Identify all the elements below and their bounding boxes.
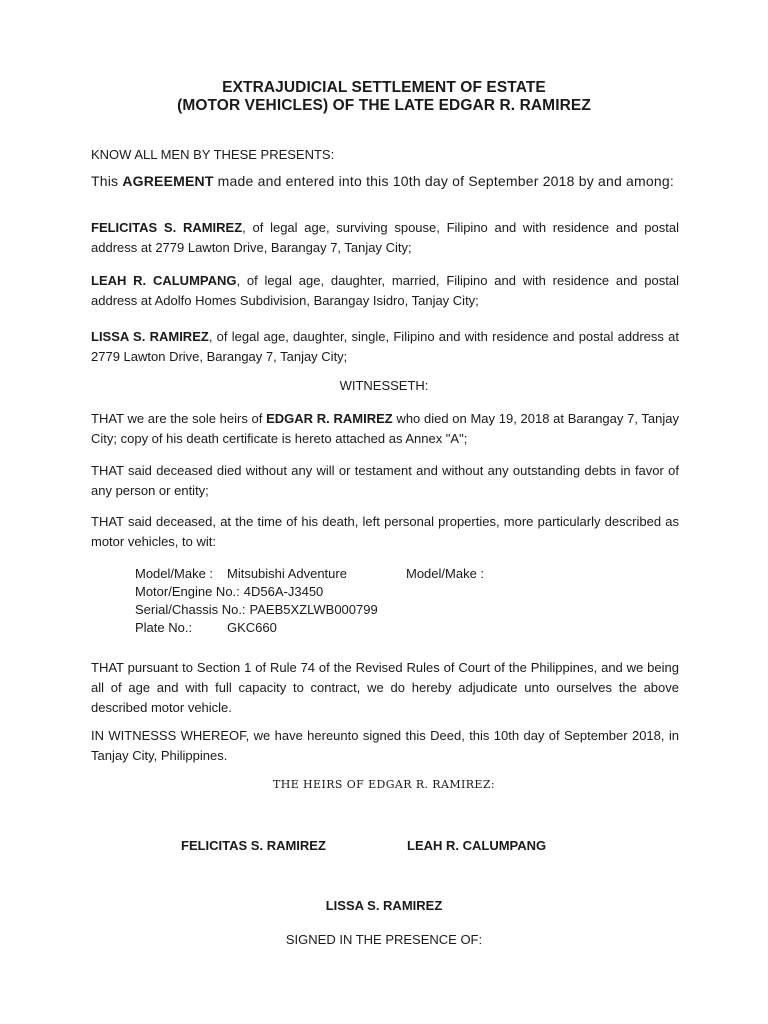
engine-label: Motor/Engine No.: — [135, 584, 240, 599]
party-details: , of legal age, surviving spouse, Filipino and with residence and postal address at 2779 Lawton Drive, Barangay 7, Tanjay City; — [91, 220, 679, 255]
model2-label: Model/Make : — [406, 566, 485, 581]
model-label: Model/Make : — [135, 566, 214, 581]
agreement-rest: made and entered into this 10th day of September 2018 by and among: — [213, 173, 674, 189]
signatory-name: FELICITAS S. RAMIREZ — [181, 838, 326, 853]
vehicle-model-row — [135, 565, 484, 583]
plate-label: Plate No.: — [135, 620, 193, 635]
model-value: Mitsubishi Adventure — [227, 566, 347, 581]
vehicle-engine-row — [135, 583, 484, 601]
document-title-line1: EXTRAJUDICIAL SETTLEMENT OF ESTATE — [222, 79, 546, 96]
agreement-prefix: This — [91, 173, 123, 189]
party-details: , of legal age, daughter, married, Filipino and with residence and postal address at Adolfo Homes Subdivision, Barangay Isidro, Tanjay City; — [91, 273, 680, 308]
intro-text: KNOW ALL MEN BY THESE PRESENTS: — [91, 147, 335, 162]
heirs-clause-rest: who died on May 19, 2018 at Barangay 7, Tanjay City; copy of his death certificate is hereto attached as Annex "A"; — [91, 411, 680, 446]
witness-clause: IN WITNESSS WHEREOF, we have hereunto signed this Deed, this 10th day of September 2018, in Tanjay City, Philippines. — [91, 728, 679, 763]
party-paragraph — [91, 327, 679, 367]
agreement-keyword: AGREEMENT — [122, 173, 214, 189]
vehicle-details — [135, 565, 484, 637]
heirs-clause-prefix: THAT we are the sole heirs of — [91, 411, 267, 426]
pursuant-clause: THAT pursuant to Section 1 of Rule 74 of the Revised Rules of Court of the Philippines, and we being all of age and with full capacity to contract, we do hereby adjudicate unto ourselves the above described motor vehicle. — [91, 660, 679, 715]
heirs-heading: THE HEIRS OF EDGAR R. RAMIREZ: — [272, 778, 495, 791]
no-will-clause: THAT said deceased died without any will or testament and without any outstanding debts in favor of any person or entity; — [91, 463, 679, 498]
plate-value: GKC660 — [227, 620, 277, 635]
serial-label: Serial/Chassis No.: — [135, 602, 246, 617]
vehicle-plate-row — [135, 619, 484, 637]
engine-value: 4D56A-J3450 — [243, 584, 324, 599]
serial-value: PAEB5XZLWB000799 — [249, 602, 378, 617]
properties-clause: THAT said deceased, at the time of his death, left personal properties, more particularly described as motor vehicles, to wit: — [91, 514, 679, 549]
vehicle-serial-row — [135, 601, 484, 619]
party-details: , of legal age, daughter, single, Filipino and with residence and postal address at 2779 Lawton Drive, Barangay 7, Tanjay City; — [91, 329, 679, 364]
party-name: LISSA S. RAMIREZ — [91, 329, 209, 344]
party-paragraph — [91, 218, 679, 258]
document-title-line2: (MOTOR VEHICLES) OF THE LATE EDGAR R. RAMIREZ — [177, 97, 591, 114]
agreement-paragraph — [91, 173, 679, 190]
signatory-name: LISSA S. RAMIREZ — [325, 898, 443, 913]
party-paragraph — [91, 271, 679, 311]
party-name: FELICITAS S. RAMIREZ — [91, 220, 243, 235]
witnesseth-heading: WITNESSETH: — [339, 378, 429, 393]
deceased-name: EDGAR R. RAMIREZ — [266, 411, 393, 426]
signatory-name: LEAH R. CALUMPANG — [407, 838, 547, 853]
party-name: LEAH R. CALUMPANG — [91, 273, 237, 288]
signed-in-presence-heading: SIGNED IN THE PRESENCE OF: — [285, 932, 483, 947]
heirs-clause — [91, 409, 679, 449]
